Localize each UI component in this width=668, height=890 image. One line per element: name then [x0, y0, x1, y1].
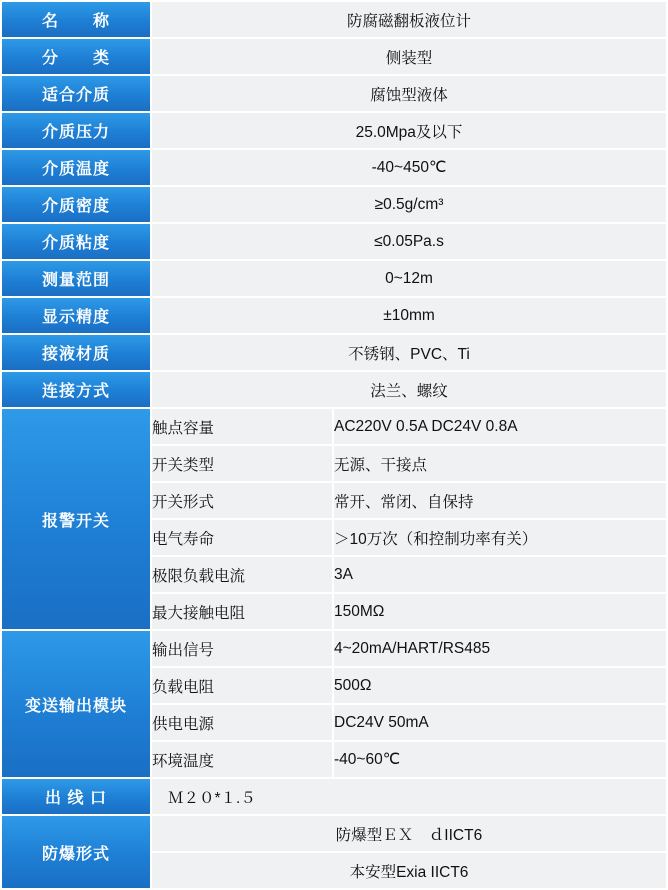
row-label: 介质粘度	[2, 224, 150, 259]
row-value: 不锈钢、PVC、Ti	[152, 335, 666, 370]
table-row	[2, 187, 666, 222]
row-value: 0~12m	[152, 261, 666, 296]
row-value: ±10mm	[152, 298, 666, 333]
table-row	[2, 76, 666, 111]
table-row	[2, 409, 666, 444]
row-label: 介质压力	[2, 113, 150, 148]
sub-row-value: -40~60℃	[334, 742, 666, 777]
sub-row-name: 负载电阻	[152, 668, 332, 703]
row-value: -40~450℃	[152, 150, 666, 185]
sub-row-value: 常开、常闭、自保持	[334, 483, 666, 518]
sub-row-value: 无源、干接点	[334, 446, 666, 481]
row-value-explosion-proof: 本安型Exia IICT6	[152, 853, 666, 888]
row-label: 介质密度	[2, 187, 150, 222]
sub-row-name: 开关形式	[152, 483, 332, 518]
sub-row-name: 环境温度	[152, 742, 332, 777]
sub-row-name: 电气寿命	[152, 520, 332, 555]
table-row	[2, 113, 666, 148]
row-label: 名 称	[2, 2, 150, 37]
row-value-outlet: Ｍ２０*１.５	[152, 779, 666, 814]
row-value: 法兰、螺纹	[152, 372, 666, 407]
row-label: 分 类	[2, 39, 150, 74]
sub-row-name: 触点容量	[152, 409, 332, 444]
table-row	[2, 779, 666, 814]
row-label: 介质温度	[2, 150, 150, 185]
group-label-explosion-proof: 防爆形式	[2, 816, 150, 888]
sub-row-value: 500Ω	[334, 668, 666, 703]
table-row	[2, 335, 666, 370]
sub-row-value: DC24V 50mA	[334, 705, 666, 740]
sub-row-name: 输出信号	[152, 631, 332, 666]
row-value-explosion-proof: 防爆型ＥＸ ｄIICT6	[152, 816, 666, 851]
sub-row-value: ＞10万次（和控制功率有关）	[334, 520, 666, 555]
row-value: 侧装型	[152, 39, 666, 74]
row-label: 连接方式	[2, 372, 150, 407]
sub-row-name: 最大接触电阻	[152, 594, 332, 629]
row-value: ≥0.5g/cm³	[152, 187, 666, 222]
table-row	[2, 224, 666, 259]
row-value: 腐蚀型液体	[152, 76, 666, 111]
group-label-alarm-switch: 报警开关	[2, 409, 150, 629]
table-row	[2, 2, 666, 37]
group-label-transmitter-module: 变送输出模块	[2, 631, 150, 777]
sub-row-value: 150MΩ	[334, 594, 666, 629]
row-label: 适合介质	[2, 76, 150, 111]
row-label: 显示精度	[2, 298, 150, 333]
sub-row-name: 极限负载电流	[152, 557, 332, 592]
row-value: ≤0.05Pa.s	[152, 224, 666, 259]
row-label-outlet: 出 线 口	[2, 779, 150, 814]
row-label: 测量范围	[2, 261, 150, 296]
table-row	[2, 372, 666, 407]
table-row	[2, 261, 666, 296]
table-row	[2, 816, 666, 851]
row-value: 防腐磁翻板液位计	[152, 2, 666, 37]
sub-row-name: 开关类型	[152, 446, 332, 481]
sub-row-value: 3A	[334, 557, 666, 592]
sub-row-value: AC220V 0.5A DC24V 0.8A	[334, 409, 666, 444]
row-label: 接液材质	[2, 335, 150, 370]
sub-row-name: 供电电源	[152, 705, 332, 740]
row-value: 25.0Mpa及以下	[152, 113, 666, 148]
sub-row-value: 4~20mA/HART/RS485	[334, 631, 666, 666]
table-row	[2, 39, 666, 74]
table-row	[2, 298, 666, 333]
table-row	[2, 631, 666, 666]
table-row	[2, 150, 666, 185]
